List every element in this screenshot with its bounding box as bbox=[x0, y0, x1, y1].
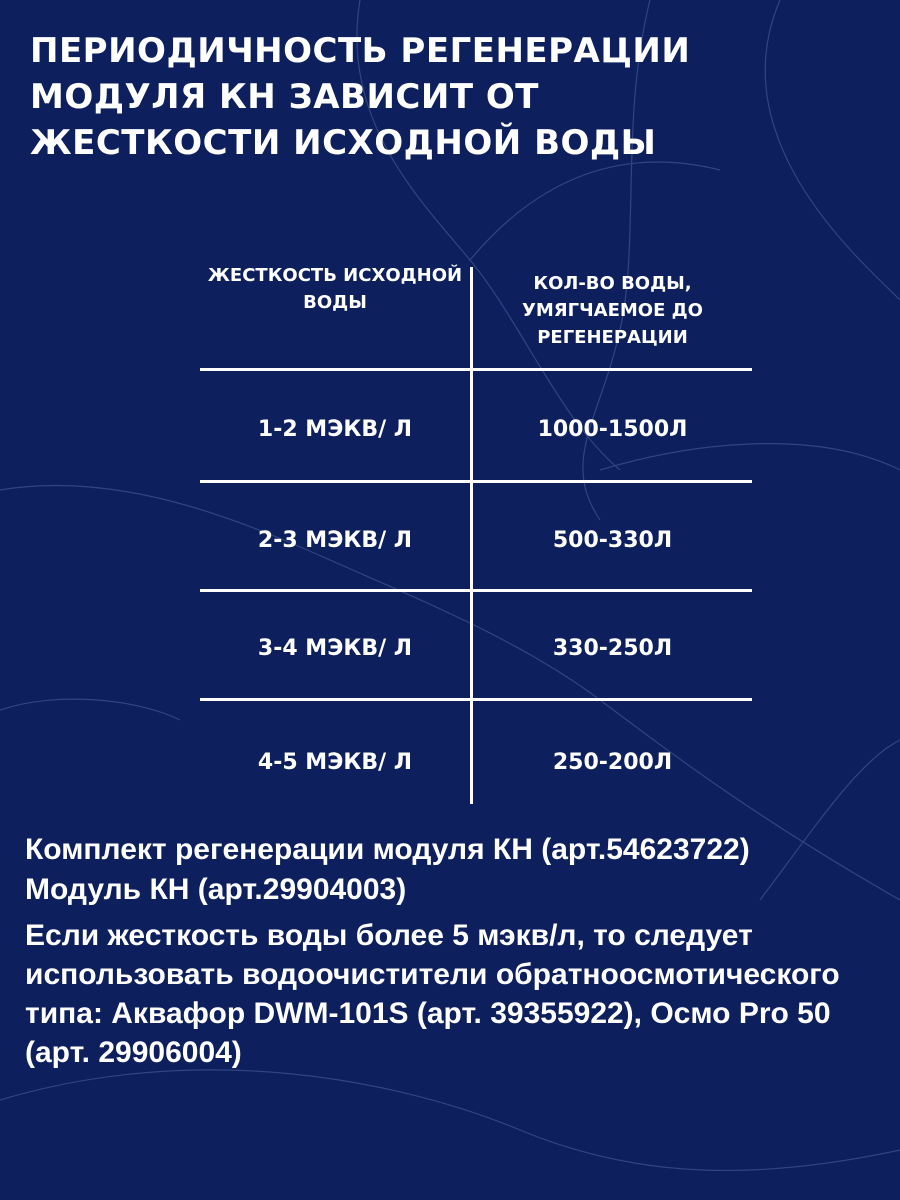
kit-article-text: Комплект регенерации модуля КН (арт.54623722) bbox=[25, 833, 750, 866]
row-2-hardness: 2-3 МЭКВ/ Л bbox=[257, 528, 413, 553]
row-4-hardness: 4-5 МЭКВ/ Л bbox=[257, 750, 413, 775]
hardness-warning-text: Если жесткость воды более 5 мэкв/л, то следует использовать водоочистители обратноосмотического типа: Аквафор DWM-101S (арт. 39355922), Осмо Pro 50 (арт. 29906004) bbox=[25, 919, 840, 1069]
row-divider bbox=[200, 368, 752, 371]
hardness-table bbox=[200, 262, 752, 802]
info-block bbox=[25, 830, 875, 1072]
row-divider bbox=[200, 480, 752, 483]
row-1-hardness: 1-2 МЭКВ/ Л bbox=[257, 417, 413, 442]
header-volume: КОЛ-ВО ВОДЫ, УМЯГЧАЕМОЕ ДО РЕГЕНЕРАЦИИ bbox=[521, 273, 703, 348]
row-4-volume: 250-200Л bbox=[552, 750, 673, 775]
row-1-volume: 1000-1500Л bbox=[537, 417, 688, 442]
module-article-text: Модуль КН (арт.29904003) bbox=[25, 873, 407, 906]
row-3-volume: 330-250Л bbox=[552, 636, 673, 661]
row-divider bbox=[200, 698, 752, 701]
row-3-hardness: 3-4 МЭКВ/ Л bbox=[257, 636, 413, 661]
row-divider bbox=[200, 589, 752, 592]
page-title: ПЕРИОДИЧНОСТЬ РЕГЕНЕРАЦИИ МОДУЛЯ КН ЗАВИСИТ ОТ ЖЕСТКОСТИ ИСХОДНОЙ ВОДЫ bbox=[30, 31, 691, 163]
header-hardness: ЖЕСТКОСТЬ ИСХОДНОЙ ВОДЫ bbox=[207, 265, 463, 313]
row-2-volume: 500-330Л bbox=[552, 528, 673, 553]
